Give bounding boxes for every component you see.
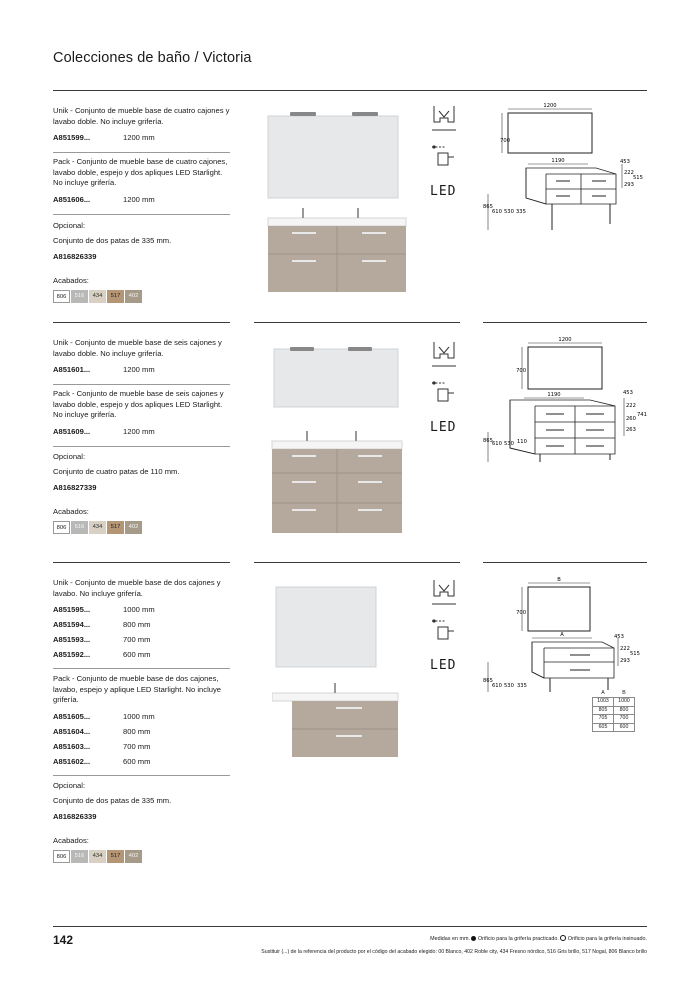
dim-h2: 610: [492, 209, 502, 215]
optional-label: Opcional:: [53, 221, 86, 230]
dim-h3: 530: [504, 683, 514, 689]
dimension-row: [593, 715, 635, 723]
wall-mount-icon: [430, 143, 458, 173]
dim-d3: 293: [624, 182, 634, 188]
reference-row: [53, 635, 150, 645]
reference-row: [53, 650, 150, 660]
legend-undrilled: Orificio para la grifería insinuado.: [567, 936, 647, 942]
dim-h4: 335: [516, 209, 526, 215]
dimension-cell: 600: [614, 723, 635, 731]
column-rule: [254, 322, 460, 323]
optional-description: Conjunto de cuatro patas de 110 mm.: [53, 467, 180, 476]
technical-drawing-3: [480, 574, 650, 694]
feature-icons: [430, 578, 460, 673]
dim-width: 1190: [551, 158, 565, 164]
open-circle-icon: [560, 935, 566, 941]
dimension-cell: 805: [593, 706, 614, 714]
wall-mount-icon: [430, 379, 458, 409]
dimension-cell: 605: [593, 723, 614, 731]
footnote: Sustituir (...) de la referencia del producto por el código del acabado elegido: 00 Blanco, 402 Roble city, 434 Fresno nórdico, 516 Gris brillo, 517 Nogal, 806 Blanco brillo: [261, 949, 647, 955]
optional-label: Opcional:: [53, 781, 86, 790]
reference-row: [53, 605, 155, 615]
dim-mirror-height: 700: [516, 610, 526, 616]
finish-swatch-402: 402: [125, 521, 142, 534]
reference-size: 700 mm: [123, 742, 151, 751]
finish-swatch-517: 517: [107, 290, 124, 303]
dim-h1: 865: [483, 438, 493, 444]
reference-code: A851605...: [53, 712, 91, 721]
dim-h2: 610: [492, 441, 502, 447]
optional-label: Opcional:: [53, 452, 86, 461]
reference-size: 1200 mm: [123, 195, 155, 204]
finishes-label: Acabados:: [53, 836, 89, 845]
dim-h1: 865: [483, 204, 493, 210]
dimension-cell: 800: [614, 706, 635, 714]
dim-mirror-width: 1200: [543, 103, 557, 109]
dim-mirror-height: 700: [516, 368, 526, 374]
dim-h4: 335: [517, 683, 527, 689]
dim-d1: 222: [620, 646, 630, 652]
finish-swatch-516: 516: [71, 521, 88, 534]
reference-size: 1200 mm: [123, 427, 155, 436]
finish-swatch-434: 434: [89, 521, 106, 534]
reference-code: A851606...: [53, 195, 91, 204]
reference-size: 1000 mm: [123, 712, 155, 721]
dim-h4: 110: [517, 439, 527, 445]
finish-swatch-517: 517: [107, 521, 124, 534]
dim-depth: 453: [620, 159, 630, 165]
dimension-row: [593, 723, 635, 731]
reference-row: [53, 712, 155, 722]
faucet-hole-icon: [430, 340, 458, 370]
reference-size: 1200 mm: [123, 365, 155, 374]
divider: [53, 384, 230, 385]
reference-code: A851604...: [53, 727, 91, 736]
technical-drawing-2: [480, 336, 650, 466]
column-rule: [254, 90, 460, 91]
finish-swatch-402: 402: [125, 290, 142, 303]
reference-code: A851594...: [53, 620, 91, 629]
faucet-hole-icon: [430, 578, 458, 608]
led-icon: LED: [430, 420, 457, 435]
reference-code: A851595...: [53, 605, 91, 614]
dim-mirror-width: 1200: [558, 337, 572, 343]
dim-d2: 741: [637, 412, 647, 418]
finish-swatches: [53, 290, 142, 303]
reference-code: A851609...: [53, 427, 91, 436]
dimension-header-a: A: [601, 690, 605, 696]
reference-size: 700 mm: [123, 635, 151, 644]
pack-description: Pack - Conjunto de mueble base de cuatro cajones, lavabo doble, espejo y dos apliques LED Starlight. No incluye grifería.: [53, 157, 228, 187]
feature-icons: [430, 104, 460, 199]
finish-swatch-516: 516: [71, 850, 88, 863]
reference-size: 800 mm: [123, 620, 151, 629]
product-photo-2-drawer: [272, 585, 404, 760]
finish-swatch-517: 517: [107, 850, 124, 863]
finish-swatch-434: 434: [89, 850, 106, 863]
section-rule: [53, 322, 230, 323]
footer-legend: [430, 935, 647, 942]
column-rule: [254, 562, 460, 563]
footer-rule: [53, 926, 647, 927]
pack-description: Pack - Conjunto de mueble base de dos cajones, lavabo, espejo y aplique LED Starlight. No incluye grifería.: [53, 674, 222, 704]
faucet-hole-icon: [430, 104, 458, 134]
unik-description: Unik - Conjunto de mueble base de seis cajones y lavabo doble. No incluye grifería.: [53, 338, 222, 358]
optional-description: Conjunto de dos patas de 335 mm.: [53, 796, 172, 805]
dimension-cell: 700: [614, 715, 635, 723]
filled-circle-icon: [471, 936, 476, 941]
reference-code: A851593...: [53, 635, 91, 644]
column-rule: [483, 562, 647, 563]
dimension-cell: 705: [593, 715, 614, 723]
dim-d2: 515: [630, 651, 640, 657]
reference-code: A851601...: [53, 365, 91, 374]
reference-code: A851599...: [53, 133, 91, 142]
unik-description: Unik - Conjunto de mueble base de dos cajones y lavabo. No incluye grifería.: [53, 578, 221, 598]
reference-size: 800 mm: [123, 727, 151, 736]
page-number: 142: [53, 933, 74, 947]
section-rule: [53, 562, 230, 563]
optional-reference: A816827339: [53, 483, 97, 492]
divider: [53, 446, 230, 447]
reference-size: 1200 mm: [123, 133, 155, 142]
pack-description: Pack - Conjunto de mueble base de seis cajones y lavabo doble, espejo y dos apliques LED Starlight. No incluye grifería.: [53, 389, 224, 419]
optional-reference: A816826339: [53, 252, 97, 261]
finish-swatch-806: 806: [53, 521, 70, 534]
divider: [53, 668, 230, 669]
dim-d1: 222: [626, 403, 636, 409]
dim-d2: 515: [633, 175, 643, 181]
reference-size: 600 mm: [123, 650, 151, 659]
dimension-header-b: B: [622, 690, 626, 696]
dim-h3: 530: [504, 441, 514, 447]
reference-size: 1000 mm: [123, 605, 155, 614]
reference-row: [53, 742, 150, 752]
legend-units: Medidas en mm.: [430, 936, 470, 942]
finish-swatch-402: 402: [125, 850, 142, 863]
reference-row: [53, 757, 150, 767]
dimension-cell: 1000: [614, 698, 635, 706]
dim-d3: 263: [626, 427, 636, 433]
dimension-row: [593, 706, 635, 714]
finish-swatches: [53, 521, 142, 534]
dimension-row: [593, 698, 635, 706]
reference-row: [53, 427, 155, 437]
finishes-label: Acabados:: [53, 276, 89, 285]
finishes-label: Acabados:: [53, 507, 89, 516]
dim-depth: 453: [614, 634, 624, 640]
dimension-table-header: [593, 690, 635, 698]
reference-code: A851592...: [53, 650, 91, 659]
dim-h2: 610: [492, 683, 502, 689]
finish-swatch-516: 516: [71, 290, 88, 303]
finish-swatches: [53, 850, 142, 863]
dim-h1: 865: [483, 678, 493, 684]
reference-size: 600 mm: [123, 757, 151, 766]
finish-swatch-434: 434: [89, 290, 106, 303]
dim-mirror-width: B: [557, 577, 561, 583]
dim-mirror-height: 700: [500, 138, 510, 144]
unik-description: Unik - Conjunto de mueble base de cuatro cajones y lavabo doble. No incluye grifería.: [53, 106, 230, 126]
wall-mount-icon: [430, 617, 458, 647]
column-rule: [483, 90, 647, 91]
feature-icons: [430, 340, 460, 435]
divider: [53, 152, 230, 153]
dimension-table: [592, 690, 635, 732]
column-rule: [483, 322, 647, 323]
legend-drilled: Orificio para la grifería practicado.: [477, 936, 559, 942]
reference-row: [53, 620, 150, 630]
dimension-cell: 1003: [593, 698, 614, 706]
reference-row: [53, 365, 155, 375]
finish-swatch-806: 806: [53, 290, 70, 303]
dim-h3: 530: [504, 209, 514, 215]
reference-code: A851603...: [53, 742, 91, 751]
dim-d4: 260: [626, 416, 636, 422]
page-title: Colecciones de baño / Victoria: [53, 50, 252, 66]
reference-row: [53, 133, 155, 143]
dim-depth: 453: [623, 390, 633, 396]
divider: [53, 214, 230, 215]
reference-code: A851602...: [53, 757, 91, 766]
optional-description: Conjunto de dos patas de 335 mm.: [53, 236, 172, 245]
led-icon: LED: [430, 658, 457, 673]
reference-row: [53, 195, 155, 205]
optional-reference: A816826339: [53, 812, 97, 821]
dim-d1: 222: [624, 170, 634, 176]
product-photo-4-drawer-double: [258, 110, 408, 296]
dim-width: 1190: [547, 392, 561, 398]
technical-drawing-1: [480, 102, 650, 242]
dim-d3: 293: [620, 658, 630, 664]
product-photo-6-drawer-double: [262, 345, 407, 535]
reference-row: [53, 727, 150, 737]
led-icon: LED: [430, 184, 457, 199]
divider: [53, 775, 230, 776]
finish-swatch-806: 806: [53, 850, 70, 863]
dim-width: A: [560, 632, 564, 638]
